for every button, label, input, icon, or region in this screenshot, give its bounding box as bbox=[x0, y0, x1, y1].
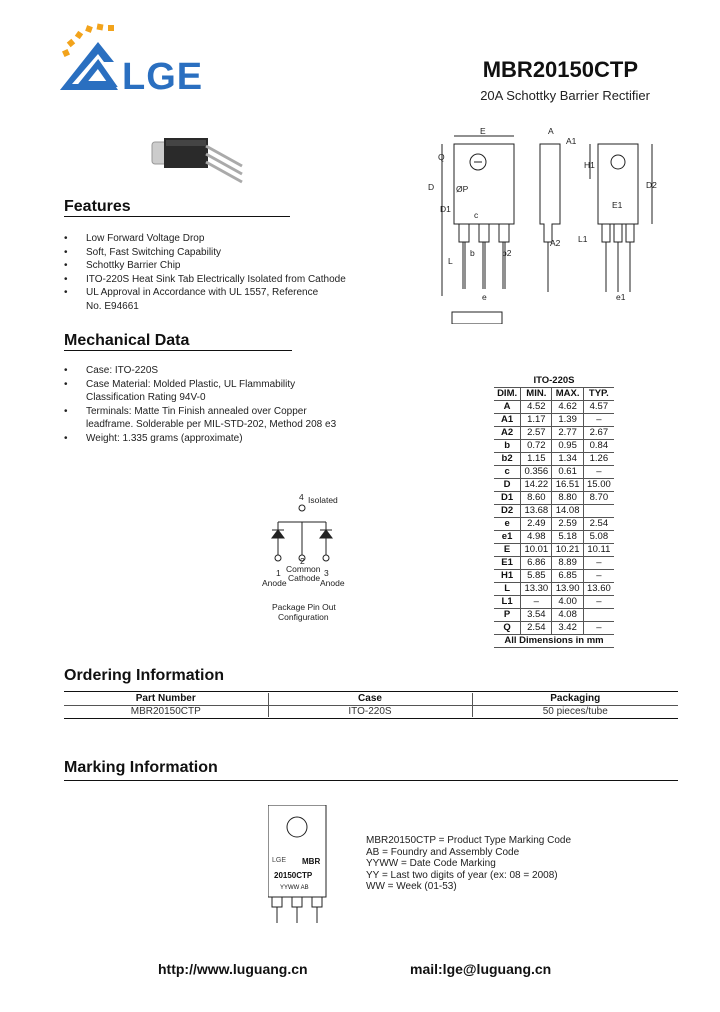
list-item: • ITO-220S Heat Sink Tab Electrically Isolated from Cathode bbox=[64, 273, 354, 287]
table-cell: L bbox=[494, 582, 521, 595]
table-cell: 5.85 bbox=[521, 569, 552, 582]
pin3-label: Anode bbox=[320, 578, 345, 588]
package-outline-drawing bbox=[412, 124, 662, 324]
table-row bbox=[494, 413, 614, 426]
list-item: • Terminals: Matte Tin Finish annealed over Copper leadframe. Solderable per MIL-STD-202, Method 208 e3 bbox=[64, 405, 354, 432]
table-cell: – bbox=[583, 569, 614, 582]
table-cell: 8.80 bbox=[552, 491, 583, 504]
table-row bbox=[494, 595, 614, 608]
list-item: • UL Approval in Accordance with UL 1557, Reference No. E94661 bbox=[64, 286, 334, 313]
dim-label-h1: H1 bbox=[584, 160, 595, 170]
ordering-divider bbox=[64, 691, 678, 692]
dim-label-d2: D2 bbox=[646, 180, 657, 190]
table-row bbox=[494, 569, 614, 582]
dim-label-b2: b2 bbox=[502, 248, 512, 258]
ordering-heading: Ordering Information bbox=[64, 667, 224, 684]
table-cell: 2.77 bbox=[552, 426, 583, 439]
table-cell: 10.01 bbox=[521, 543, 552, 556]
table-footer: All Dimensions in mm bbox=[494, 634, 614, 647]
table-cell: L1 bbox=[494, 595, 521, 608]
table-row bbox=[494, 452, 614, 465]
table-cell: 1.39 bbox=[552, 413, 583, 426]
table-cell: D1 bbox=[494, 491, 521, 504]
list-item: • Soft, Fast Switching Capability bbox=[64, 246, 354, 260]
legend-line: MBR20150CTP = Product Type Marking Code bbox=[366, 835, 572, 846]
mechanical-divider bbox=[64, 350, 292, 351]
dim-label-e1: E1 bbox=[612, 200, 623, 210]
dimensions-table bbox=[494, 374, 614, 648]
table-cell: – bbox=[583, 556, 614, 569]
part-number-title: MBR20150CTP bbox=[482, 57, 638, 82]
marking-chip bbox=[268, 805, 328, 925]
col-header: Packaging bbox=[472, 693, 678, 705]
legend-line: YYWW = Date Code Marking bbox=[366, 858, 496, 869]
table-cell: 4.08 bbox=[552, 608, 583, 621]
table-cell: E bbox=[494, 543, 521, 556]
features-divider bbox=[64, 216, 290, 217]
legend-line: WW = Week (01-53) bbox=[366, 881, 457, 892]
table-cell: ITO-220S bbox=[268, 705, 472, 717]
chip-line-1: MBR bbox=[302, 857, 321, 866]
col-header: DIM. bbox=[494, 387, 521, 400]
table-cell: 8.89 bbox=[552, 556, 583, 569]
dim-label-q: Q bbox=[438, 152, 445, 162]
table-cell: b2 bbox=[494, 452, 521, 465]
table-row bbox=[64, 705, 678, 717]
table-cell: 5.08 bbox=[583, 530, 614, 543]
chip-line-3: YYWW AB bbox=[280, 885, 309, 891]
table-cell: – bbox=[583, 413, 614, 426]
pinout-diagram bbox=[250, 490, 360, 630]
table-cell: 6.85 bbox=[552, 569, 583, 582]
table-cell: 13.68 bbox=[521, 504, 552, 517]
dim-label-c: c bbox=[474, 210, 479, 220]
table-cell: 13.30 bbox=[521, 582, 552, 595]
col-header: Part Number bbox=[64, 693, 268, 705]
table-row bbox=[494, 478, 614, 491]
table-cell: 2.54 bbox=[521, 621, 552, 634]
table-cell: 8.70 bbox=[583, 491, 614, 504]
marking-heading: Marking Information bbox=[64, 759, 218, 776]
table-cell: 50 pieces/tube bbox=[542, 705, 608, 717]
table-cell: 2.54 bbox=[583, 517, 614, 530]
dim-label-l1: L1 bbox=[578, 234, 588, 244]
table-row bbox=[494, 582, 614, 595]
col-header: MIN. bbox=[521, 387, 552, 400]
table-cell: 13.60 bbox=[583, 582, 614, 595]
table-cell: P bbox=[494, 608, 521, 621]
list-item: • Case: ITO-220S bbox=[64, 364, 354, 378]
table-cell: MBR20150CTP bbox=[64, 705, 268, 717]
table-row bbox=[494, 439, 614, 452]
table-cell: 4.00 bbox=[552, 595, 583, 608]
table-cell: c bbox=[494, 465, 521, 478]
table-cell: 0.61 bbox=[552, 465, 583, 478]
table-cell: – bbox=[583, 465, 614, 478]
marking-legend bbox=[366, 835, 571, 893]
table-cell: 5.18 bbox=[552, 530, 583, 543]
table-row bbox=[494, 426, 614, 439]
pin2-label: Common bbox=[286, 564, 321, 574]
table-cell: 4.98 bbox=[521, 530, 552, 543]
pin4-label: Isolated bbox=[308, 495, 338, 505]
table-row bbox=[494, 504, 614, 517]
mechanical-heading: Mechanical Data bbox=[64, 332, 190, 349]
table-row bbox=[494, 400, 614, 413]
table-cell: b bbox=[494, 439, 521, 452]
table-cell: H1 bbox=[494, 569, 521, 582]
table-cell: 2.57 bbox=[521, 426, 552, 439]
dim-label-b: b bbox=[470, 248, 475, 258]
table-row bbox=[494, 530, 614, 543]
table-cell: 8.60 bbox=[521, 491, 552, 504]
table-cell: D bbox=[494, 478, 521, 491]
pin3-number: 3 bbox=[324, 568, 329, 578]
dim-label-a1: A1 bbox=[566, 136, 577, 146]
table-row bbox=[494, 608, 614, 621]
table-cell: 2.67 bbox=[583, 426, 614, 439]
table-cell: 4.52 bbox=[521, 400, 552, 413]
list-item: • Case Material: Molded Plastic, UL Flammability Classification Rating 94V-0 bbox=[64, 378, 354, 405]
dim-label-p: ØP bbox=[456, 184, 469, 194]
dim-label-d: D bbox=[428, 182, 435, 192]
dim-label-e1-pitch: e1 bbox=[616, 292, 626, 302]
table-row bbox=[494, 491, 614, 504]
col-header: TYP. bbox=[583, 387, 614, 400]
table-title: ITO-220S bbox=[494, 374, 614, 387]
ordering-bottom-line bbox=[64, 718, 678, 719]
table-cell: Q bbox=[494, 621, 521, 634]
table-cell: 10.21 bbox=[552, 543, 583, 556]
table-row bbox=[494, 517, 614, 530]
pin4-number: 4 bbox=[299, 492, 304, 502]
table-cell: 0.84 bbox=[583, 439, 614, 452]
legend-line: AB = Foundry and Assembly Code bbox=[366, 846, 520, 858]
table-cell: 2.59 bbox=[552, 517, 583, 530]
dim-label-a: A bbox=[548, 126, 554, 136]
table-cell: – bbox=[583, 621, 614, 634]
table-cell: 0.72 bbox=[521, 439, 552, 452]
table-cell: 3.42 bbox=[552, 621, 583, 634]
table-cell: e1 bbox=[494, 530, 521, 543]
table-cell: 4.62 bbox=[552, 400, 583, 413]
dim-label-e-pitch: e bbox=[482, 292, 487, 302]
pin2-label-2: Cathode bbox=[288, 573, 321, 583]
table-cell: E1 bbox=[494, 556, 521, 569]
table-cell bbox=[583, 504, 614, 517]
table-cell: 1.15 bbox=[521, 452, 552, 465]
dim-label-a2: A2 bbox=[550, 238, 561, 248]
table-cell bbox=[583, 608, 614, 621]
part-subtitle: 20A Schottky Barrier Rectifier bbox=[480, 88, 650, 103]
table-cell: 14.08 bbox=[552, 504, 583, 517]
product-photo bbox=[150, 132, 250, 192]
table-cell: 15.00 bbox=[583, 478, 614, 491]
table-cell: 1.26 bbox=[583, 452, 614, 465]
pin2-number: 2 bbox=[300, 556, 305, 566]
dim-label-l: L bbox=[448, 256, 453, 266]
table-row bbox=[494, 621, 614, 634]
table-cell: 2.49 bbox=[521, 517, 552, 530]
table-cell: 1.34 bbox=[552, 452, 583, 465]
col-header: MAX. bbox=[552, 387, 583, 400]
table-cell: 0.356 bbox=[521, 465, 552, 478]
table-cell: 6.86 bbox=[521, 556, 552, 569]
pin1-label: Anode bbox=[262, 578, 287, 588]
table-cell: e bbox=[494, 517, 521, 530]
ordering-table bbox=[64, 693, 678, 717]
legend-line: YY = Last two digits of year (ex: 08 = 2008) bbox=[366, 869, 558, 881]
pinout-caption-2: Configuration bbox=[278, 612, 329, 622]
table-cell: – bbox=[521, 595, 552, 608]
table-cell: A bbox=[494, 400, 521, 413]
col-header: Case bbox=[268, 693, 472, 705]
marking-divider bbox=[64, 780, 678, 781]
table-cell: A1 bbox=[494, 413, 521, 426]
chip-line-2: 20150CTP bbox=[274, 871, 313, 880]
dim-label-e: E bbox=[480, 126, 486, 136]
list-item: • Low Forward Voltage Drop bbox=[64, 232, 354, 246]
mechanical-list bbox=[64, 364, 354, 445]
table-cell: 10.11 bbox=[583, 543, 614, 556]
list-item: • Weight: 1.335 grams (approximate) bbox=[64, 432, 354, 446]
table-cell: A2 bbox=[494, 426, 521, 439]
features-heading: Features bbox=[64, 198, 131, 215]
footer-website[interactable]: http://www.luguang.cn bbox=[158, 961, 308, 977]
table-cell: 3.54 bbox=[521, 608, 552, 621]
table-cell: 0.95 bbox=[552, 439, 583, 452]
table-cell: – bbox=[583, 595, 614, 608]
table-row bbox=[494, 556, 614, 569]
logo-text: LGE bbox=[122, 56, 204, 98]
features-list bbox=[64, 232, 354, 313]
table-cell: 1.17 bbox=[521, 413, 552, 426]
table-row bbox=[494, 465, 614, 478]
footer-email[interactable]: mail:lge@luguang.cn bbox=[410, 961, 552, 977]
table-cell: 13.90 bbox=[552, 582, 583, 595]
dim-label-d1: D1 bbox=[440, 204, 451, 214]
pin1-number: 1 bbox=[276, 568, 281, 578]
table-cell: D2 bbox=[494, 504, 521, 517]
chip-logo: LGE bbox=[272, 857, 287, 864]
table-cell: 14.22 bbox=[521, 478, 552, 491]
list-item: • Schottky Barrier Chip bbox=[64, 259, 354, 273]
table-row bbox=[494, 543, 614, 556]
table-cell: 16.51 bbox=[552, 478, 583, 491]
pinout-caption-1: Package Pin Out bbox=[272, 602, 336, 612]
table-cell: 4.57 bbox=[583, 400, 614, 413]
